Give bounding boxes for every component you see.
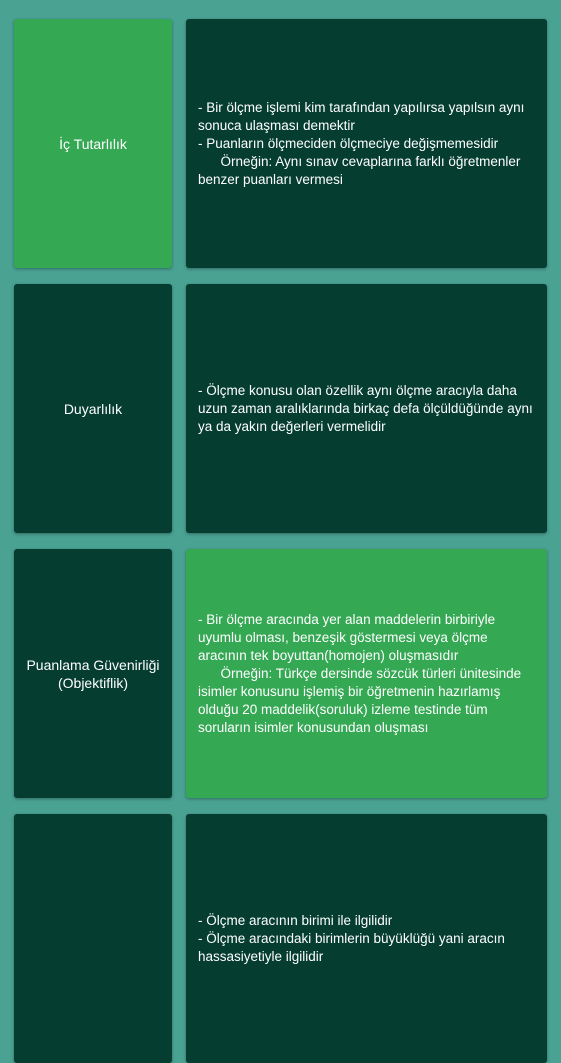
description-text: - Bir ölçme aracında yer alan maddelerin birbiriyle uyumlu olması, benzeşik göstermesi veya ölçme aracının tek boyuttan(homojen) oluşmasıdır Örneğin: Türkçe dersinde sözcük türleri ünitesinde isimler konusunu işlemiş bir öğretmenin hazırlamış olduğu 20 maddelik(soruluk) izleme testinde tüm soruların isimler konusundan oluşması [198, 611, 522, 735]
list-item[interactable] [0, 814, 561, 1063]
description-text: - Ölçme aracının birimi ile ilgilidir - Ölçme aracındaki birimlerin büyüklüğü yani aracın hassasiyetiyle ilgilidir [198, 912, 505, 964]
term-card[interactable] [14, 814, 172, 1063]
term-card[interactable] [14, 19, 172, 268]
term-label: Duyarlılık [63, 400, 123, 417]
term-label: İç Tutarlılık [59, 135, 127, 152]
description-text: - Bir ölçme işlemi kim tarafından yapılırsa yapılsın aynı sonuca ulaşması demektir - Puanların ölçmeciden ölçmeciye değişmemesidir Örneğin: Aynı sınav cevaplarına farklı öğretmenler benzer puanları vermesi [198, 99, 525, 187]
list-item[interactable] [0, 284, 561, 533]
description-card[interactable] [186, 549, 547, 798]
term-label: Puanlama Güvenirliği (Objektiflik) [26, 656, 160, 691]
description-card[interactable] [186, 814, 547, 1063]
description-text: - Ölçme konusu olan özellik aynı ölçme aracıyla daha uzun zaman aralıklarında birkaç defa ölçüldüğünde aynı ya da yakın değerleri vermelidir [198, 382, 537, 434]
list-item[interactable] [0, 549, 561, 798]
term-card[interactable] [14, 284, 172, 533]
term-card[interactable] [14, 549, 172, 798]
list-item[interactable] [0, 19, 561, 268]
description-card[interactable] [186, 19, 547, 268]
description-card[interactable] [186, 284, 547, 533]
